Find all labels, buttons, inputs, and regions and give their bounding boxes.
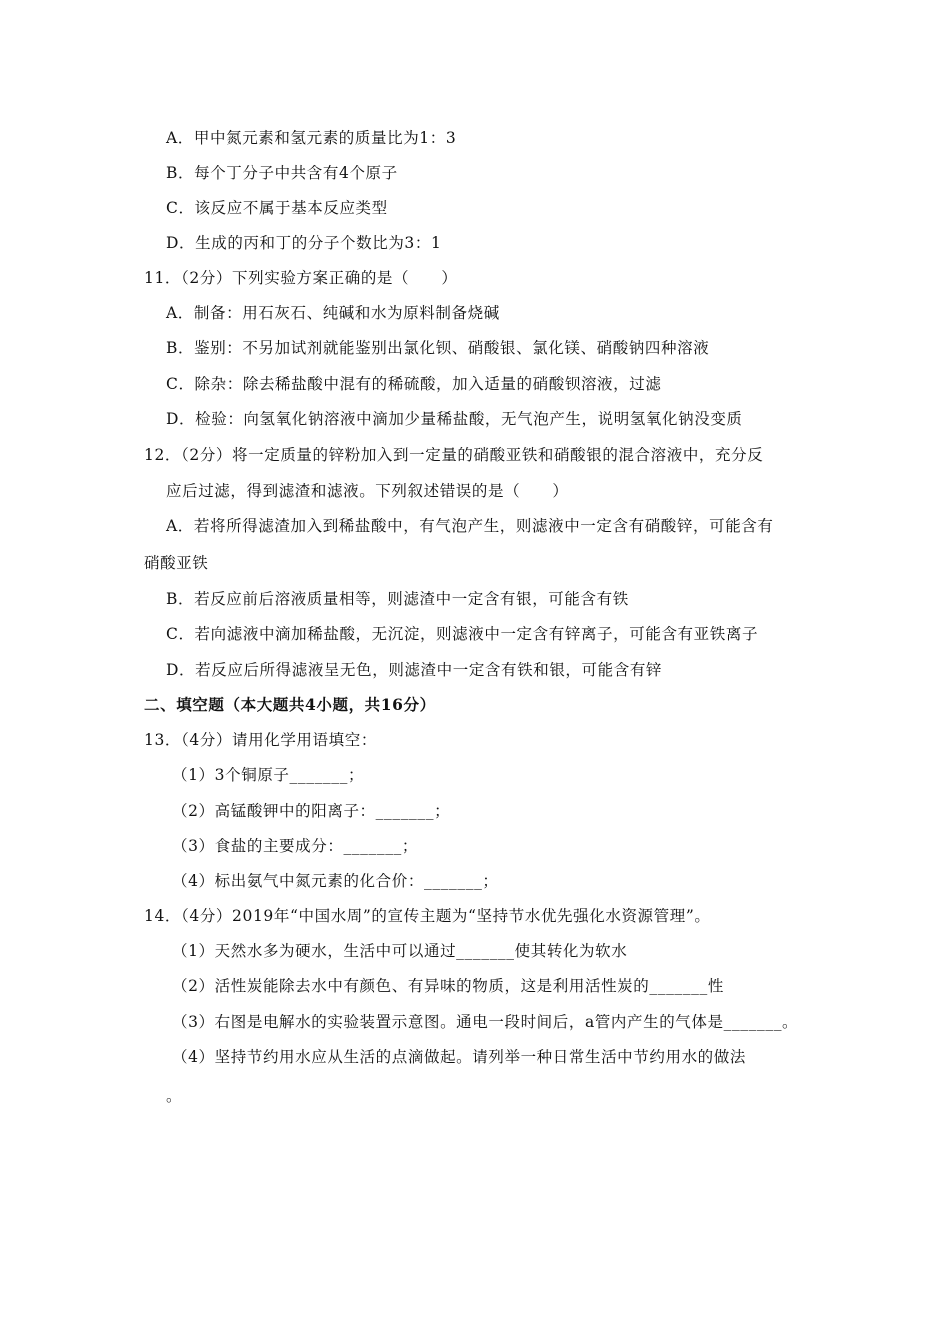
- q14-part1: （1）天然水多为硬水，生活中可以通过_______使其转化为软水: [172, 942, 628, 960]
- q12-stem-line1: 12．（2分）将一定质量的锌粉加入到一定量的硝酸亚铁和硝酸银的混合溶液中，充分反: [144, 446, 764, 464]
- q12-stem-line2: 应后过滤，得到滤渣和滤液。下列叙述错误的是（ ）: [166, 482, 569, 500]
- q14-part4-line1: （4）坚持节约用水应从生活的点滴做起。请列举一种日常生活中节约用水的做法: [172, 1048, 746, 1066]
- q14-stem: 14．（4分）2019年“中国水周”的宣传主题为“坚持节水优先强化水资源管理”。: [144, 907, 711, 925]
- q13-stem: 13．（4分）请用化学用语填空：: [144, 731, 377, 749]
- q10-option-a: A．甲中氮元素和氢元素的质量比为1：3: [166, 129, 457, 147]
- q13-part1: （1）3个铜原子_______；: [172, 766, 365, 784]
- q10-option-d: D．生成的丙和丁的分子个数比为3：1: [166, 234, 442, 252]
- q11-stem: 11．（2分）下列实验方案正确的是（ ）: [144, 269, 458, 287]
- q12-option-a-line2: 硝酸亚铁: [144, 554, 209, 572]
- q12-option-b: B．若反应前后溶液质量相等，则滤渣中一定含有银，可能含有铁: [166, 590, 629, 608]
- q11-option-a: A．制备：用石灰石、纯碱和水为原料制备烧碱: [166, 304, 500, 322]
- q13-part2: （2）高锰酸钾中的阳离子：_______；: [172, 802, 451, 820]
- q12-option-c: C．若向滤液中滴加稀盐酸，无沉淀，则滤液中一定含有锌离子，可能含有亚铁离子: [166, 625, 759, 643]
- q12-option-a-line1: A．若将所得滤渣加入到稀盐酸中，有气泡产生，则滤液中一定含有硝酸锌，可能含有: [166, 517, 774, 535]
- q11-option-b: B．鉴别：不另加试剂就能鉴别出氯化钡、硝酸银、氯化镁、硝酸钠四种溶液: [166, 339, 710, 357]
- q14-part4-line2: 。: [166, 1087, 183, 1105]
- q11-option-d: D．检验：向氢氧化钠溶液中滴加少量稀盐酸，无气泡产生，说明氢氧化钠没变质: [166, 410, 743, 428]
- q12-option-d: D．若反应后所得滤液呈无色，则滤渣中一定含有铁和银，可能含有锌: [166, 661, 663, 679]
- q10-option-c: C．该反应不属于基本反应类型: [166, 199, 388, 217]
- q13-part4: （4）标出氨气中氮元素的化合价：_______；: [172, 872, 499, 890]
- section-title: 二、填空题（本大题共4小题，共16分）: [144, 695, 436, 714]
- q13-part3: （3）食盐的主要成分：_______；: [172, 837, 419, 855]
- q11-option-c: C．除杂：除去稀盐酸中混有的稀硫酸，加入适量的硝酸钡溶液，过滤: [166, 375, 662, 393]
- q14-part3: （3）右图是电解水的实验装置示意图。通电一段时间后，a管内产生的气体是_______。: [172, 1013, 799, 1031]
- q14-part2: （2）活性炭能除去水中有颜色、有异味的物质，这是利用活性炭的_______性: [172, 977, 724, 995]
- q10-option-b: B．每个丁分子中共含有4个原子: [166, 164, 398, 182]
